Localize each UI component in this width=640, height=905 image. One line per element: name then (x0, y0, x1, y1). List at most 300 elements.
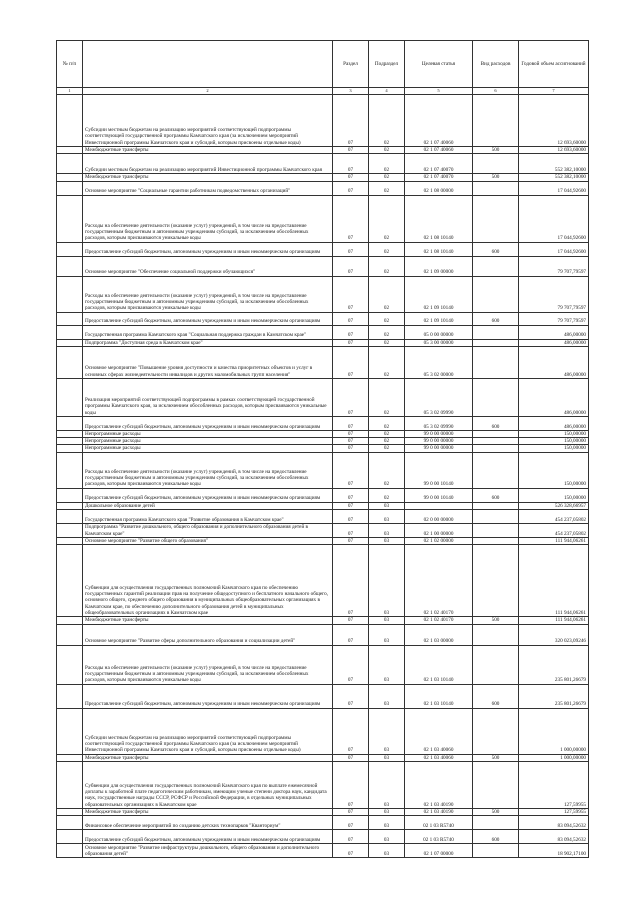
row-amount-cell: 83 094,52632 (519, 830, 589, 844)
table-row (57, 524, 589, 538)
row-number-cell (57, 452, 83, 488)
column-number: 6 (473, 88, 519, 95)
row-name-cell: Подпрограмма "Развитие дошкольного, общего образования и дополнительного образования детей в Камчатском крае" (83, 524, 333, 538)
table-row (57, 754, 589, 761)
row-subsection-cell: 02 (369, 346, 405, 378)
row-subsection-cell: 02 (369, 174, 405, 181)
row-name-cell: Межбюджетные трансферты (83, 617, 333, 624)
row-target-cell: 02 1 07 40060 (405, 95, 473, 147)
row-target-cell: 02 1 02 00000 (405, 538, 473, 545)
row-amount-cell: 111 944,06261 (519, 545, 589, 617)
row-target-cell: 99 0 00 00000 (405, 445, 473, 452)
row-name-cell: Межбюджетные трансферты (83, 808, 333, 815)
row-subsection-cell: 02 (369, 378, 405, 416)
row-section-cell: 07 (333, 761, 369, 808)
row-number-cell (57, 147, 83, 154)
row-number-cell (57, 445, 83, 452)
row-subsection-cell: 03 (369, 830, 405, 844)
row-section-cell: 07 (333, 624, 369, 645)
row-section-cell: 07 (333, 545, 369, 617)
row-subsection-cell: 02 (369, 181, 405, 195)
row-section-cell: 07 (333, 488, 369, 502)
row-expense-type-cell (473, 844, 519, 858)
row-expense-type-cell (473, 430, 519, 437)
row-target-cell: 02 1 00 00000 (405, 524, 473, 538)
row-name-cell: Подпрограмма "Доступная среда в Камчатском крае" (83, 339, 333, 346)
row-expense-type-cell: 500 (473, 174, 519, 181)
row-number-cell (57, 430, 83, 437)
row-name-cell: Дошкольное образование детей (83, 502, 333, 509)
table-row (57, 808, 589, 815)
row-subsection-cell: 03 (369, 754, 405, 761)
row-number-cell (57, 816, 83, 830)
header-target-article: Целевая статья (405, 41, 473, 88)
row-name-cell: Субвенции для осуществления государственных полномочий Камчатского края по выплате ежемесячной доплаты к заработной плате педагогическим работникам, имеющим ученые степени доктора наук, кандидата наук, государственные награды СССР, РСФСР и Российской Федерации, в отдельных муниципальных образовательных организациях в Камчатском крае (83, 761, 333, 808)
row-target-cell: 05 3 02 09990 (405, 416, 473, 430)
row-subsection-cell: 02 (369, 154, 405, 174)
row-name-cell: Основное мероприятие "Развитие сферы дополнительного образования и социализации детей" (83, 624, 333, 645)
row-subsection-cell: 03 (369, 645, 405, 684)
row-expense-type-cell (473, 761, 519, 808)
header-section: Раздел (333, 41, 369, 88)
row-target-cell: 02 1 03 40060 (405, 708, 473, 754)
row-expense-type-cell (473, 452, 519, 488)
row-expense-type-cell: 500 (473, 147, 519, 154)
row-expense-type-cell (473, 154, 519, 174)
row-amount-cell: 17 044,92600 (519, 181, 589, 195)
row-number-cell (57, 95, 83, 147)
row-section-cell: 07 (333, 510, 369, 524)
row-section-cell: 07 (333, 438, 369, 445)
row-subsection-cell: 02 (369, 416, 405, 430)
row-amount-cell: 486,00000 (519, 416, 589, 430)
row-section-cell: 07 (333, 154, 369, 174)
row-name-cell: Непрограммные расходы (83, 430, 333, 437)
row-number-cell (57, 416, 83, 430)
row-name-cell: Основное мероприятие "Повышение уровня доступности и качества приоритетных объектов и услуг в основных сферах жизнедеятельности инвалидов и других маломобильных групп населения" (83, 346, 333, 378)
row-expense-type-cell (473, 816, 519, 830)
row-section-cell: 07 (333, 645, 369, 684)
row-amount-cell: 486,00000 (519, 325, 589, 339)
row-target-cell: 02 1 09 10140 (405, 276, 473, 312)
row-number-cell (57, 761, 83, 808)
row-amount-cell: 12 693,60000 (519, 95, 589, 147)
row-name-cell: Субсидии местным бюджетам на реализацию мероприятий соответствующей подпрограммы соответствующей государственной программы Камчатского края (за исключением мероприятий Инвестиционной программы Камчатского края и субсидий, которым присвоены отдельные коды) (83, 708, 333, 754)
row-target-cell: 99 0 00 00000 (405, 438, 473, 445)
row-amount-cell: 235 801,26679 (519, 684, 589, 708)
table-row (57, 416, 589, 430)
row-section-cell: 07 (333, 325, 369, 339)
row-target-cell: 05 3 00 00000 (405, 339, 473, 346)
row-number-cell (57, 195, 83, 242)
row-target-cell: 02 1 03 10140 (405, 684, 473, 708)
row-name-cell: Предоставление субсидий бюджетным, автономным учреждениям и иным некоммерческим организациям (83, 312, 333, 325)
row-subsection-cell: 02 (369, 325, 405, 339)
row-subsection-cell: 03 (369, 624, 405, 645)
row-number-cell (57, 256, 83, 276)
row-number-cell (57, 708, 83, 754)
table-header-row (57, 41, 589, 88)
table-row (57, 378, 589, 416)
row-expense-type-cell: 600 (473, 416, 519, 430)
row-amount-cell: 79 707,79597 (519, 256, 589, 276)
row-name-cell: Непрограммные расходы (83, 438, 333, 445)
row-name-cell: Предоставление субсидий бюджетным, автономным учреждениям и иным некоммерческим организациям (83, 242, 333, 256)
row-subsection-cell: 02 (369, 438, 405, 445)
row-number-cell (57, 617, 83, 624)
row-number-cell (57, 181, 83, 195)
table-row (57, 830, 589, 844)
table-row (57, 438, 589, 445)
table-row (57, 538, 589, 545)
row-subsection-cell: 03 (369, 617, 405, 624)
row-target-cell: 02 1 02 40170 (405, 545, 473, 617)
column-number: 3 (333, 88, 369, 95)
row-subsection-cell: 02 (369, 339, 405, 346)
row-target-cell: 02 1 03 R5740 (405, 830, 473, 844)
row-subsection-cell: 03 (369, 708, 405, 754)
row-subsection-cell: 02 (369, 276, 405, 312)
table-row (57, 488, 589, 502)
row-amount-cell: 111 944,06261 (519, 617, 589, 624)
row-subsection-cell: 03 (369, 545, 405, 617)
row-amount-cell: 83 094,52632 (519, 816, 589, 830)
table-row (57, 339, 589, 346)
row-target-cell: 02 0 00 00000 (405, 510, 473, 524)
row-subsection-cell: 03 (369, 502, 405, 509)
row-expense-type-cell (473, 524, 519, 538)
row-target-cell: 02 1 02 40170 (405, 617, 473, 624)
table-row (57, 761, 589, 808)
row-amount-cell: 79 707,79597 (519, 312, 589, 325)
row-target-cell: 02 1 03 40190 (405, 761, 473, 808)
row-number-cell (57, 684, 83, 708)
row-amount-cell: 454 237,05802 (519, 524, 589, 538)
table-row (57, 430, 589, 437)
row-subsection-cell: 03 (369, 844, 405, 858)
row-target-cell: 02 1 08 10140 (405, 195, 473, 242)
row-amount-cell: 235 801,26679 (519, 645, 589, 684)
row-expense-type-cell: 500 (473, 808, 519, 815)
row-name-cell: Государственная программа Камчатского края "Социальная поддержка граждан в Камчатском крае" (83, 325, 333, 339)
row-amount-cell: 17 044,92600 (519, 242, 589, 256)
row-section-cell: 07 (333, 524, 369, 538)
row-amount-cell: 127,59955 (519, 761, 589, 808)
row-target-cell: 02 1 07 40060 (405, 147, 473, 154)
table-row (57, 147, 589, 154)
row-number-cell (57, 276, 83, 312)
table-row (57, 346, 589, 378)
row-expense-type-cell (473, 195, 519, 242)
row-section-cell: 07 (333, 445, 369, 452)
row-subsection-cell: 02 (369, 430, 405, 437)
row-section-cell: 07 (333, 195, 369, 242)
row-name-cell: Государственная программа Камчатского края "Развитие образования в Камчатском крае" (83, 510, 333, 524)
row-section-cell: 07 (333, 708, 369, 754)
row-target-cell: 02 1 03 40060 (405, 754, 473, 761)
budget-table (56, 40, 589, 858)
row-name-cell: Предоставление субсидий бюджетным, автономным учреждениям и иным некоммерческим организациям (83, 488, 333, 502)
row-expense-type-cell (473, 346, 519, 378)
row-target-cell: 02 1 03 40190 (405, 808, 473, 815)
row-section-cell: 07 (333, 816, 369, 830)
row-target-cell: 99 0 00 10140 (405, 452, 473, 488)
row-name-cell: Основное мероприятие "Развитие инфраструктуры дошкольного, общего образования и дополнительного образования детей" (83, 844, 333, 858)
row-amount-cell: 79 707,79597 (519, 276, 589, 312)
table-row (57, 502, 589, 509)
row-number-cell (57, 510, 83, 524)
row-expense-type-cell (473, 624, 519, 645)
row-expense-type-cell (473, 181, 519, 195)
row-amount-cell: 150,00000 (519, 445, 589, 452)
table-row (57, 312, 589, 325)
table-row (57, 510, 589, 524)
row-subsection-cell: 03 (369, 761, 405, 808)
row-expense-type-cell (473, 445, 519, 452)
row-name-cell: Предоставление субсидий бюджетным, автономным учреждениям и иным некоммерческим организациям (83, 830, 333, 844)
row-name-cell: Расходы на обеспечение деятельности (оказание услуг) учреждений, в том числе на предоставление государственным бюджетным и автономным учреждениям субсидий, за исключением обособленных расходов, которым присваиваются уникальные коды (83, 276, 333, 312)
row-amount-cell: 486,00000 (519, 346, 589, 378)
row-section-cell: 07 (333, 147, 369, 154)
row-target-cell: 02 1 07 40070 (405, 174, 473, 181)
row-section-cell: 07 (333, 430, 369, 437)
row-number-cell (57, 174, 83, 181)
row-amount-cell: 486,00000 (519, 339, 589, 346)
row-section-cell: 07 (333, 808, 369, 815)
row-amount-cell: 111 944,06261 (519, 538, 589, 545)
row-section-cell: 07 (333, 181, 369, 195)
table-row (57, 195, 589, 242)
table-row (57, 242, 589, 256)
header-number: № п/п (57, 41, 83, 88)
row-target-cell: 02 1 09 10140 (405, 312, 473, 325)
row-section-cell: 07 (333, 754, 369, 761)
table-row (57, 545, 589, 617)
row-section-cell: 07 (333, 844, 369, 858)
row-section-cell: 07 (333, 174, 369, 181)
row-section-cell: 07 (333, 830, 369, 844)
row-section-cell: 07 (333, 95, 369, 147)
row-amount-cell: 552 382,10000 (519, 154, 589, 174)
row-target-cell: 99 0 00 10140 (405, 488, 473, 502)
row-subsection-cell: 02 (369, 488, 405, 502)
row-expense-type-cell (473, 510, 519, 524)
row-amount-cell: 150,00000 (519, 488, 589, 502)
row-name-cell: Межбюджетные трансферты (83, 754, 333, 761)
column-number: 7 (519, 88, 589, 95)
row-subsection-cell: 02 (369, 242, 405, 256)
row-amount-cell: 454 237,05802 (519, 510, 589, 524)
row-name-cell: Межбюджетные трансферты (83, 174, 333, 181)
row-section-cell: 07 (333, 312, 369, 325)
row-amount-cell: 552 382,10000 (519, 174, 589, 181)
row-amount-cell: 150,00000 (519, 452, 589, 488)
row-target-cell: 02 1 09 00000 (405, 256, 473, 276)
row-number-cell (57, 830, 83, 844)
row-name-cell: Основное мероприятие "Социальные гарантии работникам подведомственных организаций" (83, 181, 333, 195)
header-expense-type: Вид расходов (473, 41, 519, 88)
row-expense-type-cell (473, 645, 519, 684)
row-number-cell (57, 844, 83, 858)
row-expense-type-cell (473, 502, 519, 509)
row-expense-type-cell: 600 (473, 830, 519, 844)
header-annual-amount: Годовой объем ассигнований (519, 41, 589, 88)
row-target-cell: 02 1 03 10140 (405, 645, 473, 684)
row-section-cell: 07 (333, 339, 369, 346)
row-target-cell: 99 0 00 00000 (405, 430, 473, 437)
row-expense-type-cell (473, 325, 519, 339)
row-expense-type-cell: 600 (473, 488, 519, 502)
table-row (57, 174, 589, 181)
row-expense-type-cell: 500 (473, 617, 519, 624)
table-row (57, 816, 589, 830)
table-row (57, 276, 589, 312)
table-row (57, 617, 589, 624)
row-section-cell: 07 (333, 452, 369, 488)
column-number: 2 (83, 88, 333, 95)
row-subsection-cell: 02 (369, 95, 405, 147)
row-number-cell (57, 808, 83, 815)
row-number-cell (57, 312, 83, 325)
row-expense-type-cell (473, 378, 519, 416)
row-number-cell (57, 438, 83, 445)
row-name-cell: Субсидии местным бюджетам на реализацию мероприятий соответствующей подпрограммы соответствующей государственной программы Камчатского края (за исключением мероприятий Инвестиционной программы Камчатского края и субсидий, которым присвоены отдельные коды) (83, 95, 333, 147)
row-section-cell: 07 (333, 617, 369, 624)
row-number-cell (57, 545, 83, 617)
row-target-cell: 02 1 03 R5740 (405, 816, 473, 830)
row-expense-type-cell (473, 438, 519, 445)
row-subsection-cell: 02 (369, 452, 405, 488)
row-subsection-cell: 02 (369, 195, 405, 242)
row-number-cell (57, 754, 83, 761)
table-row (57, 154, 589, 174)
row-subsection-cell: 03 (369, 510, 405, 524)
row-target-cell: 02 1 07 40070 (405, 154, 473, 174)
row-amount-cell: 150,00000 (519, 430, 589, 437)
row-number-cell (57, 242, 83, 256)
row-target-cell: 02 1 03 00000 (405, 624, 473, 645)
row-number-cell (57, 378, 83, 416)
row-expense-type-cell (473, 545, 519, 617)
row-subsection-cell: 02 (369, 147, 405, 154)
table-row (57, 645, 589, 684)
row-subsection-cell: 03 (369, 524, 405, 538)
row-target-cell: 02 1 07 00000 (405, 844, 473, 858)
row-number-cell (57, 645, 83, 684)
row-section-cell: 07 (333, 242, 369, 256)
row-name-cell: Субсидии местным бюджетам на реализацию мероприятий Инвестиционной программы Камчатского края (83, 154, 333, 174)
row-number-cell (57, 624, 83, 645)
row-expense-type-cell (473, 708, 519, 754)
row-expense-type-cell (473, 276, 519, 312)
row-expense-type-cell: 600 (473, 312, 519, 325)
column-number: 1 (57, 88, 83, 95)
row-name-cell: Межбюджетные трансферты (83, 147, 333, 154)
table-row (57, 844, 589, 858)
row-name-cell: Расходы на обеспечение деятельности (оказание услуг) учреждений, в том числе на предоставление государственным бюджетным и автономным учреждениям субсидий, за исключением обособленных расходов, которым присваиваются уникальные коды (83, 452, 333, 488)
row-number-cell (57, 538, 83, 545)
row-subsection-cell: 02 (369, 445, 405, 452)
row-section-cell: 07 (333, 684, 369, 708)
row-number-cell (57, 502, 83, 509)
row-expense-type-cell: 600 (473, 242, 519, 256)
table-row (57, 181, 589, 195)
table-row (57, 684, 589, 708)
row-amount-cell: 18 902,17100 (519, 844, 589, 858)
row-section-cell: 07 (333, 256, 369, 276)
table-row (57, 708, 589, 754)
row-name-cell: Расходы на обеспечение деятельности (оказание услуг) учреждений, в том числе на предоставление государственным бюджетным и автономным учреждениям субсидий, за исключением обособленных расходов, которым присваиваются уникальные коды (83, 645, 333, 684)
column-number-row (57, 88, 589, 95)
row-subsection-cell: 03 (369, 808, 405, 815)
table-row (57, 452, 589, 488)
row-expense-type-cell (473, 95, 519, 147)
row-subsection-cell: 02 (369, 256, 405, 276)
row-number-cell (57, 339, 83, 346)
row-amount-cell: 12 693,60000 (519, 147, 589, 154)
row-expense-type-cell (473, 538, 519, 545)
row-expense-type-cell: 500 (473, 754, 519, 761)
row-name-cell: Субвенции для осуществления государственных полномочий Камчатского края по обеспечению государственных гарантий реализации прав на получение общедоступного и бесплатного начального общего, основного общего, среднего общего образования в муниципальных общеобразовательных организациях в Камчатском крае, по обеспечению дополнительного образования детей в муниципальных общеобразовательных организациях в Камчатском крае (83, 545, 333, 617)
table-row (57, 95, 589, 147)
table-row (57, 624, 589, 645)
row-expense-type-cell (473, 339, 519, 346)
row-section-cell: 07 (333, 378, 369, 416)
row-name-cell: Реализация мероприятий соответствующей подпрограммы в рамках соответствующей государственной программы Камчатского края, за исключением обособленных расходов, которым присваиваются уникальные коды (83, 378, 333, 416)
row-target-cell (405, 502, 473, 509)
row-amount-cell: 127,59955 (519, 808, 589, 815)
row-subsection-cell: 03 (369, 538, 405, 545)
row-section-cell: 07 (333, 416, 369, 430)
row-amount-cell: 1 000,00000 (519, 708, 589, 754)
row-amount-cell: 17 044,92600 (519, 195, 589, 242)
row-name-cell: Непрограммные расходы (83, 445, 333, 452)
row-section-cell: 07 (333, 538, 369, 545)
row-name-cell: Расходы на обеспечение деятельности (оказание услуг) учреждений, в том числе на предоставление государственным бюджетным и автономным учреждениям субсидий, за исключением обособленных расходов, которым присваиваются уникальные коды (83, 195, 333, 242)
row-target-cell: 02 1 08 00000 (405, 181, 473, 195)
row-amount-cell: 320 023,09246 (519, 624, 589, 645)
row-section-cell: 07 (333, 502, 369, 509)
row-amount-cell: 526 328,66957 (519, 502, 589, 509)
row-number-cell (57, 346, 83, 378)
row-name-cell: Предоставление субсидий бюджетным, автономным учреждениям и иным некоммерческим организациям (83, 416, 333, 430)
row-section-cell: 07 (333, 276, 369, 312)
row-name-cell: Основное мероприятие "Развитие общего образования" (83, 538, 333, 545)
table-row (57, 325, 589, 339)
row-name-cell: Финансовое обеспечение мероприятий по созданию детских технопарков "Кванториум" (83, 816, 333, 830)
row-name-cell: Предоставление субсидий бюджетным, автономным учреждениям и иным некоммерческим организациям (83, 684, 333, 708)
column-number: 5 (405, 88, 473, 95)
row-number-cell (57, 154, 83, 174)
header-name (83, 41, 333, 88)
budget-table-page (56, 40, 588, 858)
header-subsection: Подраздел (369, 41, 405, 88)
row-number-cell (57, 488, 83, 502)
row-number-cell (57, 325, 83, 339)
row-amount-cell: 150,00000 (519, 438, 589, 445)
row-amount-cell: 1 000,00000 (519, 754, 589, 761)
table-row (57, 256, 589, 276)
row-number-cell (57, 524, 83, 538)
row-subsection-cell: 02 (369, 312, 405, 325)
row-subsection-cell: 03 (369, 816, 405, 830)
row-target-cell: 02 1 08 10140 (405, 242, 473, 256)
row-expense-type-cell (473, 256, 519, 276)
row-target-cell: 05 3 02 09990 (405, 378, 473, 416)
row-section-cell: 07 (333, 346, 369, 378)
row-expense-type-cell: 600 (473, 684, 519, 708)
row-subsection-cell: 03 (369, 684, 405, 708)
